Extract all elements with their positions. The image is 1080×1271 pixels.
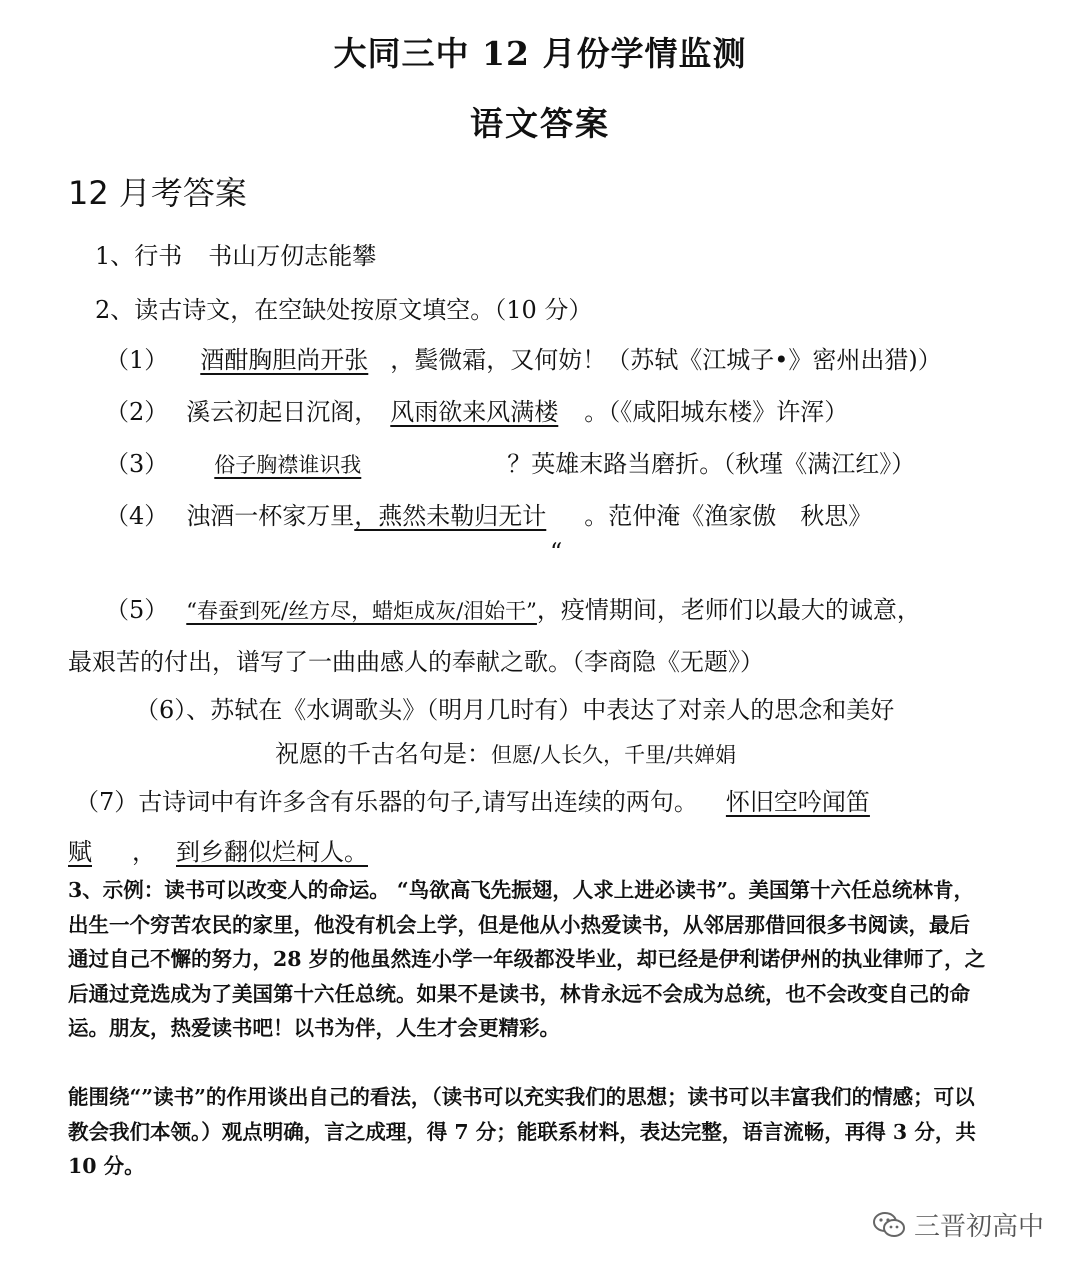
q2-item-4 bbox=[105, 496, 872, 531]
stray-quote-mark: “ bbox=[550, 538, 563, 566]
item-text: ，疫情期间，老师们以最大的诚意， bbox=[536, 596, 921, 624]
q1-line bbox=[95, 236, 376, 271]
item-number: （5） bbox=[105, 596, 169, 624]
item-number: （2） bbox=[105, 398, 169, 426]
q1-answer-b: 书山万仞志能攀 bbox=[208, 242, 377, 270]
q2-intro: 2、读古诗文，在空缺处按原文填空。（10 分） bbox=[95, 296, 593, 324]
item-text: 。范仲淹《渔家傲 秋思》 bbox=[584, 502, 873, 530]
q2-item-7-cont bbox=[68, 832, 382, 867]
document-title: 大同三中 12 月份学情监测 bbox=[333, 34, 747, 73]
q2-item-5-cont: 最艰苦的付出，谱写了一曲曲感人的奉献之歌。（李商隐《无题》） bbox=[68, 648, 764, 676]
q2-item-3 bbox=[105, 444, 915, 479]
watermark-text: 三晋初高中 bbox=[913, 1212, 1044, 1242]
q2-item-1 bbox=[105, 340, 942, 375]
fill-answer: 俗子胸襟谁识我 bbox=[214, 453, 362, 477]
q2-item-6: （6）、苏轼在《水调歌头》（明月几时有）中表达了对亲人的思念和美好 bbox=[135, 696, 895, 724]
item-text: 祝愿的千古名句是： bbox=[275, 740, 491, 768]
item-text: ， bbox=[132, 838, 156, 866]
fill-answer: “春蚕到死/丝方尽，蜡炬成灰/泪始干” bbox=[186, 599, 537, 623]
section-title: 12 月考答案 bbox=[68, 174, 247, 212]
fill-answer: ，燕然未勒归无计 bbox=[354, 502, 547, 530]
document-subtitle: 语文答案 bbox=[470, 104, 610, 143]
fill-answer: 风雨欲来风满楼 bbox=[390, 398, 559, 426]
q1-answer-a: 行书 bbox=[134, 242, 183, 270]
wechat-icon bbox=[872, 1211, 906, 1239]
item-text: ？英雄末路当磨折。（秋瑾《满江红》） bbox=[507, 450, 916, 478]
item-text: 浊酒一杯家万里 bbox=[186, 502, 355, 530]
item-text: ，鬓微霜，又何妨！（苏轼《江城子•》密州出猎)） bbox=[390, 346, 942, 374]
fill-answer: 但愿/人长久，千里/共婵娟 bbox=[491, 743, 737, 767]
q2-item-7 bbox=[75, 782, 870, 817]
fill-answer: 酒酣胸胆尚开张 bbox=[200, 346, 369, 374]
item-text: 溪云初起日沉阁， bbox=[186, 398, 379, 426]
q2-item-2 bbox=[105, 392, 848, 427]
q1-number: 1、 bbox=[95, 242, 135, 270]
item-number: （4） bbox=[105, 502, 169, 530]
q2-item-5 bbox=[105, 590, 921, 625]
item-number: （1） bbox=[105, 346, 169, 374]
q3-scoring: 能围绕“”读书”的作用谈出自己的看法，（读书可以充实我们的思想；读书可以丰富我们的情感；可以教会我们本领。）观点明确，言之成理，得 7 分；能联系材料，表达完整，语言流畅，再得 3 分，共 10 分。 bbox=[68, 1085, 976, 1178]
fill-answer: 到乡翻似烂柯人。 bbox=[176, 838, 368, 866]
fill-answer: 怀旧空吟闻笛 bbox=[725, 788, 870, 816]
q3-example: 3、示例：读书可以改变人的命运。 “鸟欲高飞先振翅，人求上进必读书”。美国第十六任总统林肯，出生一个穷苦农民的家里，他没有机会上学，但是他从小热爱读书，从邻居那借回很多书阅读，最后通过自己不懈的努力，28 岁的他虽然连小学一年级都没毕业，却已经是伊利诺伊州的执业律师了，之后通过竞选成为了美国第十六任总统。如果不是读书，林肯永远不会成为总统，也不会改变自己的命运。朋友，热爱读书吧！以书为伴，人生才会更精彩。 bbox=[68, 878, 986, 1040]
item-text: 。（《咸阳城东楼》许浑） bbox=[584, 398, 849, 426]
fill-answer: 赋 bbox=[68, 838, 92, 866]
watermark bbox=[872, 1206, 1044, 1243]
item-text: （7）古诗词中有许多含有乐器的句子,请写出连续的两句。 bbox=[75, 788, 698, 816]
q2-item-6-cont bbox=[275, 734, 736, 769]
item-number: （3） bbox=[105, 450, 169, 478]
